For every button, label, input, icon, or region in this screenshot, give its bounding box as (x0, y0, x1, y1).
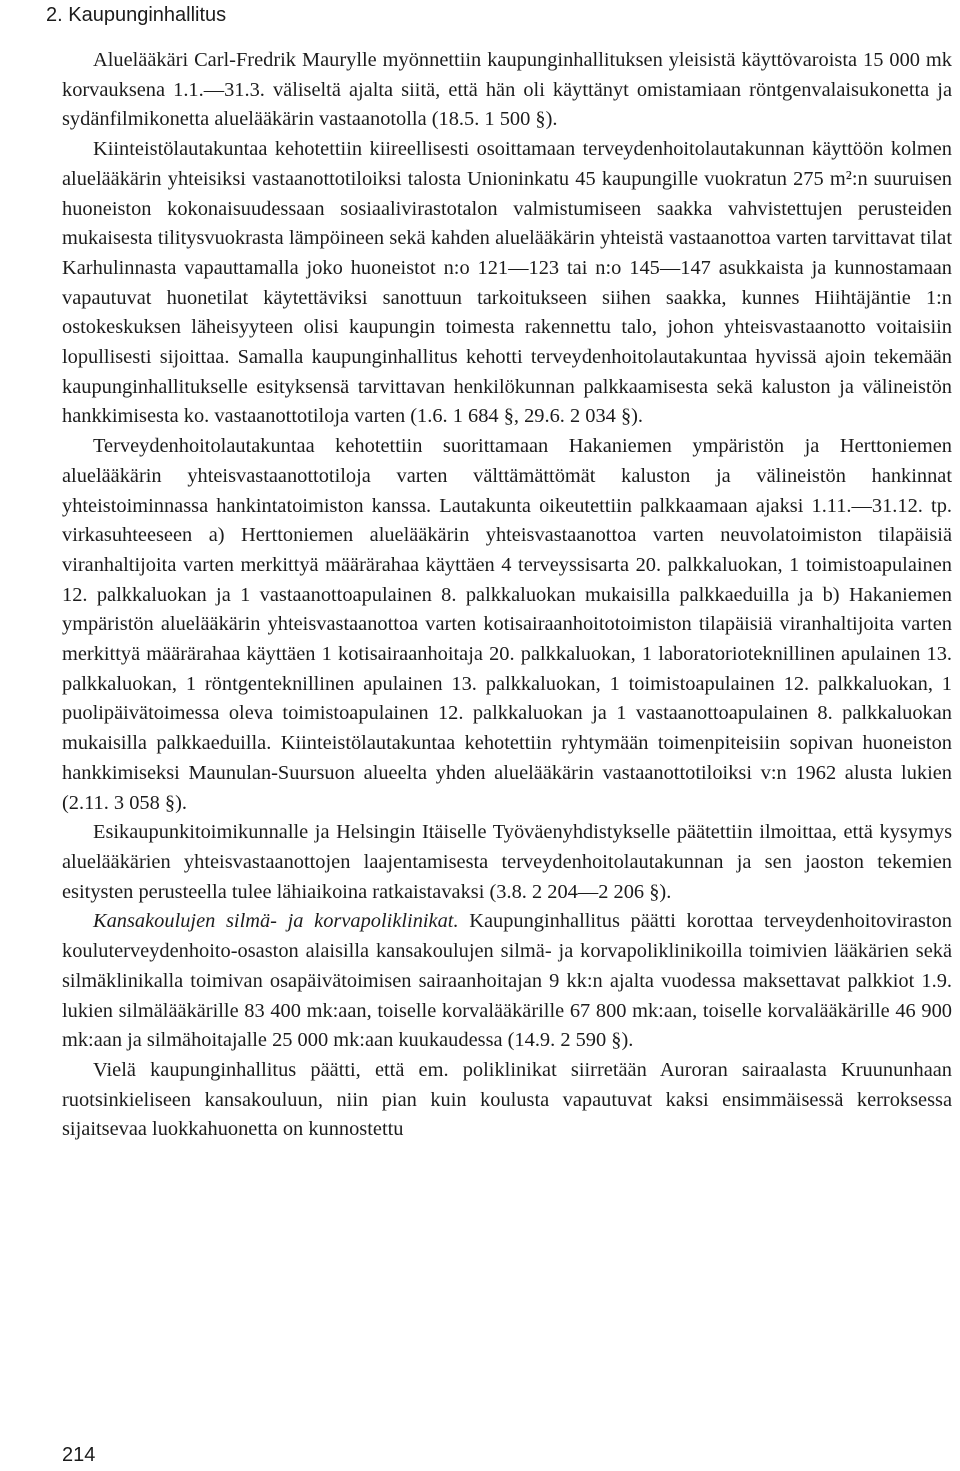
paragraph-maury-compensation: Aluelääkäri Carl-Fredrik Maurylle myönnettiin kaupunginhallituksen yleisistä käyttövaroista 15 000 mk korvauksena 1.1.—31.3. väliseltä ajalta siitä, että hän oli käyttänyt omistamiaan röntgenvalaisukonetta ja sydänfilmikonetta aluelääkärin vastaanotolla (18.5. 1 500 §). (62, 49, 952, 131)
paragraph-clinic-relocation: Vielä kaupunginhallitus päätti, että em. poliklinikat siirretään Auroran sairaalasta Kruununhaan ruotsinkieliseen kansakouluun, niin pian kuin koulusta vapautuvat kaksi ensimmäisessä kerroksessa sijaitsevaa luokkahuonetta on kunnostettu (62, 1058, 952, 1141)
paragraph-unioninkatu-premises: Kiinteistölautakuntaa kehotettiin kiireellisesti osoittamaan terveydenhoitolautakunnan käyttöön kolmen aluelääkärin yhteisiksi vastaanottotiloiksi talosta Unioninkatu 45 kaupungille vuokratun 275 m²:n suuruisen huoneiston kokonaisuudessaan sosiaalivirastotalon valmistumiseen saakka vahvistettujen perusteiden mukaisesta tilitysvuokrasta lämpöineen sekä kahden aluelääkärin yhteistä vastaanottoa varten tarvittavat tilat Karhulinnasta vapauttamalla joko huoneistot n:o 121—123 tai n:o 145—147 asukkaista ja kunnostamaan vapautuvat huonetilat käytettäviksi sanottuun tarkoitukseen siihen saakka, kunnes Hiihtäjäntie 1:n ostokeskuksen läheisyyteen olisi kaupungin toimesta rakennettu talo, johon yhteisvastaanotto voitaisiin lopullisesti sijoittaa. Samalla kaupunginhallitus kehotti terveydenhoitolautakuntaa hyvissä ajoin tekemään kaupunginhallitukselle esityksensä tarvittavan henkilökunnan palkkaamisesta sekä kaluston ja välineistön hankkimisesta ko. vastaanottotiloja varten (1.6. 1 684 §, 29.6. 2 034 §). (62, 138, 952, 428)
paragraph-suburban-committee: Esikaupunkitoimikunnalle ja Helsingin Itäiselle Työväenyhdistykselle päätettiin ilmoittaa, että kysymys aluelääkärien yhteisvastaanottojen laajentamisesta terveydenhoitolautakunnan ja sen jaoston tekemien esitysten perusteella tulee lähiaikoina ratkaistavaksi (3.8. 2 204—2 206 §). (62, 821, 952, 903)
section-heading: 2. Kaupunginhallitus (46, 4, 227, 26)
body-text (62, 46, 952, 1145)
italic-subheading: Kansakoulujen silmä- ja korvapoliklinikat. (93, 910, 459, 933)
paragraph-eye-ear-clinics (62, 907, 952, 1056)
paragraph-hakaniemi-herttoniemi: Terveydenhoitolautakuntaa kehotettiin suorittamaan Hakaniemen ympäristön ja Herttoniemen aluelääkärin yhteisvastaanottotiloja varten välttämättömät kaluston ja välineistön hankinnat yhteistoiminnassa hankintatoimiston kanssa. Lautakunta oikeutettiin palkkaamaan ajaksi 1.11.—31.12. tp. virkasuhteeseen a) Herttoniemen aluelääkärin yhteisvastaanottoa varten neuvolatoimiston tilapäisiä viranhaltijoita varten merkittyä määrärahaa käyttäen 4 terveyssisarta 20. palkkaluokan, 1 toimistoapulainen 12. palkkaluokan ja 1 vastaanottoapulainen 8. palkkaluokan mukaisilla palkkaeduilla ja b) Hakaniemen ympäristön aluelääkärin yhteisvastaanottoa varten kotisairaanhoitotoimiston tilapäisiä viranhaltijoita varten merkittyä määrärahaa käyttäen 1 kotisairaanhoitaja 20. palkkaluokan, 1 laboratorioteknillinen apulainen 13. palkkaluokan, 1 röntgenteknillinen apulainen 13. palkkaluokan, 1 toimistoapulainen 12. palkkaluokan, 1 puolipäivätoimessa oleva toimistoapulainen 12. palkkaluokan ja 1 vastaanottoapulainen 8. palkkaluokan mukaisilla palkkaeduilla. Kiinteistölautakuntaa kehotettiin ryhtymään toimenpiteisiin sopivan huoneiston hankkimiseksi Maunulan-Suursuon alueelta yhden aluelääkärin vastaanottotiloiksi v:n 1962 alusta lukien (2.11. 3 058 §). (62, 435, 952, 814)
page-number: 214 (62, 1444, 96, 1466)
paragraph-clinic-fees: Kaupunginhallitus päätti korottaa terveydenhoitoviraston kouluterveydenhoito-osaston alaisilla kansakoulujen silmä- ja korvapoliklinikoilla toimivien lääkärien sekä silmäklinikalla toimivan osapäivätoimisen sairaanhoitajan 9 kk:n ajalta vuodessa maksettavat palkkiot 1.9. lukien silmälääkärille 83 400 mk:aan, toiselle korvalääkärille 67 800 mk:aan, toiselle korvalääkärille 46 900 mk:aan ja silmähoitajalle 25 000 mk:aan kuukaudessa (14.9. 2 590 §). (62, 910, 952, 1052)
